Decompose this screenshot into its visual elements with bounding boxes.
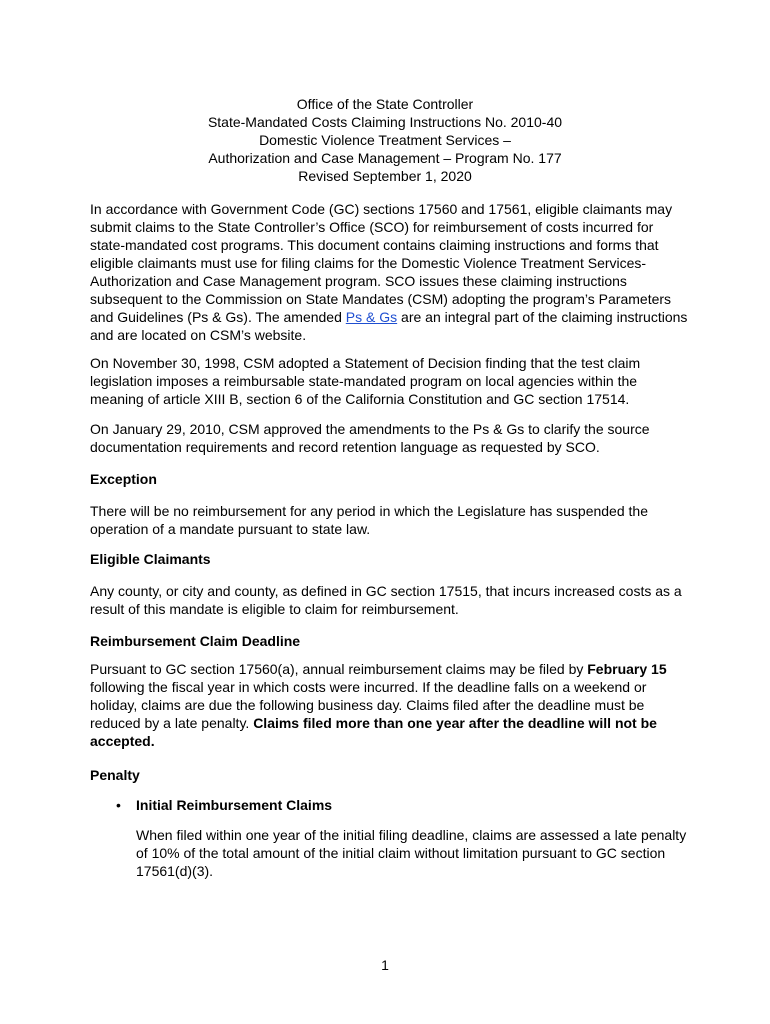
header-program-title: Domestic Violence Treatment Services – [259, 132, 511, 148]
bullet-marker: • [116, 797, 121, 813]
header-revised-date: Revised September 1, 2020 [298, 168, 472, 184]
intro-text-a: In accordance with Government Code (GC) sections 17560 and 17561, eligible claimants may submit claims to the State Controller’s Office (SCO) for reimbursement of costs incurred for state-mandated cost programs. This document contains claiming instructions and forms that eligible claimants must use for filing claims for the Domestic Violence Treatment Services-Authorization and Case Management program. SCO issues these claiming instructions subsequent to the Commission on State Mandates (CSM) adopting the program’s Parameters and Guidelines (Ps & Gs). The amended [90, 201, 673, 325]
page-number: 1 [381, 957, 389, 973]
deadline-text-a: Pursuant to GC section 17560(a), annual reimbursement claims may be filed by [90, 661, 588, 677]
document-body [90, 200, 690, 886]
exception-paragraph: There will be no reimbursement for any period in which the Legislature has suspended the operation of a mandate pursuant to state law. [90, 503, 648, 537]
document-header [0, 95, 770, 185]
intro-text-b: are an integral part of the claiming instructions and are located on CSM’s website. [90, 309, 688, 343]
intro-paragraph [90, 200, 690, 344]
claim-deadline-heading: Reimbursement Claim Deadline [90, 633, 301, 649]
header-program-subtitle: Authorization and Case Management – Program No. 177 [208, 150, 562, 166]
eligible-claimants-heading: Eligible Claimants [90, 551, 211, 567]
initial-claims-paragraph: When filed within one year of the initial filing deadline, claims are assessed a late penalty of 10% of the total amount of the initial claim without limitation pursuant to GC section 17561(d)(3). [136, 827, 687, 879]
deadline-not-accepted: Claims filed more than one year after the deadline will not be accepted. [90, 715, 657, 749]
deadline-date: February 15 [587, 661, 667, 677]
statement-of-decision-paragraph: On November 30, 1998, CSM adopted a Statement of Decision finding that the test claim legislation imposes a reimbursable state-mandated program on local agencies within the meaning of article XIII B, section 6 of the California Constitution and GC section 17514. [90, 355, 641, 407]
claim-deadline-paragraph [90, 660, 690, 750]
header-instructions-no: State-Mandated Costs Claiming Instructions No. 2010-40 [207, 114, 563, 130]
penalty-bullet-item [90, 796, 690, 814]
amendments-paragraph: On January 29, 2010, CSM approved the amendments to the Ps & Gs to clarify the source documentation requirements and record retention language as requested by SCO. [90, 421, 650, 455]
exception-heading: Exception [90, 471, 157, 487]
header-office: Office of the State Controller [296, 96, 474, 112]
initial-claims-title: Initial Reimbursement Claims [136, 797, 333, 813]
eligible-claimants-paragraph: Any county, or city and county, as defined in GC section 17515, that incurs increased costs as a result of this mandate is eligible to claim for reimbursement. [90, 583, 682, 617]
ps-gs-link[interactable]: Ps & Gs [345, 309, 398, 325]
deadline-text-b: following the fiscal year in which costs were incurred. If the deadline falls on a weekend or holiday, claims are due the following business day. Claims filed after the deadline must be reduced by a late penalty. [90, 679, 647, 731]
penalty-heading: Penalty [90, 767, 140, 783]
